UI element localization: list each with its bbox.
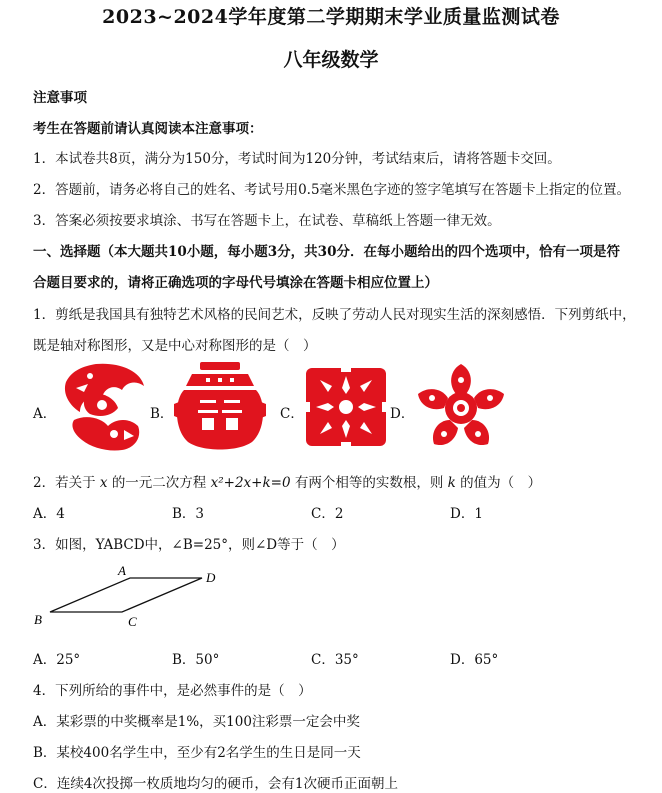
vertex-c-label: C: [128, 614, 137, 629]
question-4-text: 4．下列所给的事件中，是必然事件的是（ ）: [33, 683, 312, 699]
q2-prefix: 2．若关于: [33, 475, 96, 491]
question-1-text: 1．剪纸是我国具有独特艺术风格的民间艺术，反映了劳动人民对现实生活的深刻感悟．下列剪纸中，: [33, 307, 636, 323]
notice-intro: 考生在答题前请认真阅读本注意事项：: [33, 121, 263, 137]
exam-title: 2023~2024学年度第二学期期末学业质量监测试卷: [102, 6, 560, 28]
q3-option-b: B．50°: [172, 652, 220, 668]
q2-var-k: k: [447, 475, 456, 491]
vertex-d-label: D: [206, 570, 216, 585]
question-1-text-cont: 既是轴对称图形，又是中心对称图形的是（ ）: [33, 338, 317, 354]
q2-option-b: B．3: [172, 506, 205, 522]
q3-option-c: C．35°: [311, 652, 359, 668]
q4-option-a: A．某彩票的中奖概率是1%，买100注彩票一定会中奖: [33, 714, 360, 730]
paper-cut-image-b: [170, 360, 270, 452]
q4-option-c: C．连续4次投掷一枚质地均匀的硬币，会有1次硬币正面朝上: [33, 776, 399, 792]
q1-option-b-label: B．: [150, 406, 174, 422]
paper-cut-image-c: [302, 364, 390, 450]
q4-option-b: B．某校400名学生中，至少有2名学生的生日是同一天: [33, 745, 361, 761]
q2-option-a: A．4: [33, 506, 65, 522]
q2-tail: 的值为（ ）: [460, 475, 542, 491]
vertex-a-label: A: [118, 563, 126, 578]
q1-option-c-label: C．: [280, 406, 304, 422]
vertex-b-label: B: [34, 612, 42, 627]
q1-option-d-label: D．: [390, 406, 415, 422]
section-heading-cont: 合题目要求的，请将正确选项的字母代号填涂在答题卡相应位置上）: [33, 275, 438, 291]
q2-option-c: C．2: [311, 506, 344, 522]
notice-heading: 注意事项: [33, 90, 87, 106]
q2-suffix: 有两个相等的实数根，则: [294, 475, 444, 491]
q3-option-d: D．65°: [450, 652, 499, 668]
q2-option-d: D．1: [450, 506, 483, 522]
q3-option-a: A．25°: [33, 652, 81, 668]
notice-item: 3．答案必须按要求填涂、书写在答题卡上，在试卷、草稿纸上答题一律无效。: [33, 213, 501, 229]
q2-var-x: x: [99, 475, 108, 491]
q2-mid: 的一元二次方程: [111, 475, 207, 491]
parallelogram-figure: [30, 560, 230, 632]
paper-cut-image-a: [56, 360, 148, 452]
question-2-text: [33, 471, 541, 491]
notice-item: 2．答题前，请务必将自己的姓名、考试号用0.5毫米黑色字迹的签字笔填写在答题卡上指定的位置。: [33, 182, 631, 198]
question-3-text: 3．如图，YABCD中，∠B=25°，则∠D等于（ ）: [33, 537, 345, 553]
q1-option-a-label: A．: [33, 406, 57, 422]
exam-subtitle: 八年级数学: [283, 49, 379, 71]
notice-item: 1．本试卷共8页，满分为150分，考试时间为120分钟，考试结束后，请将答题卡交回。: [33, 151, 561, 167]
paper-cut-image-d: [414, 360, 508, 452]
q2-equation: x²+2x+k=0: [210, 475, 291, 491]
section-heading: 一、选择题（本大题共10小题，每小题3分，共30分．在每小题给出的四个选项中，恰有一项是符: [33, 244, 620, 260]
